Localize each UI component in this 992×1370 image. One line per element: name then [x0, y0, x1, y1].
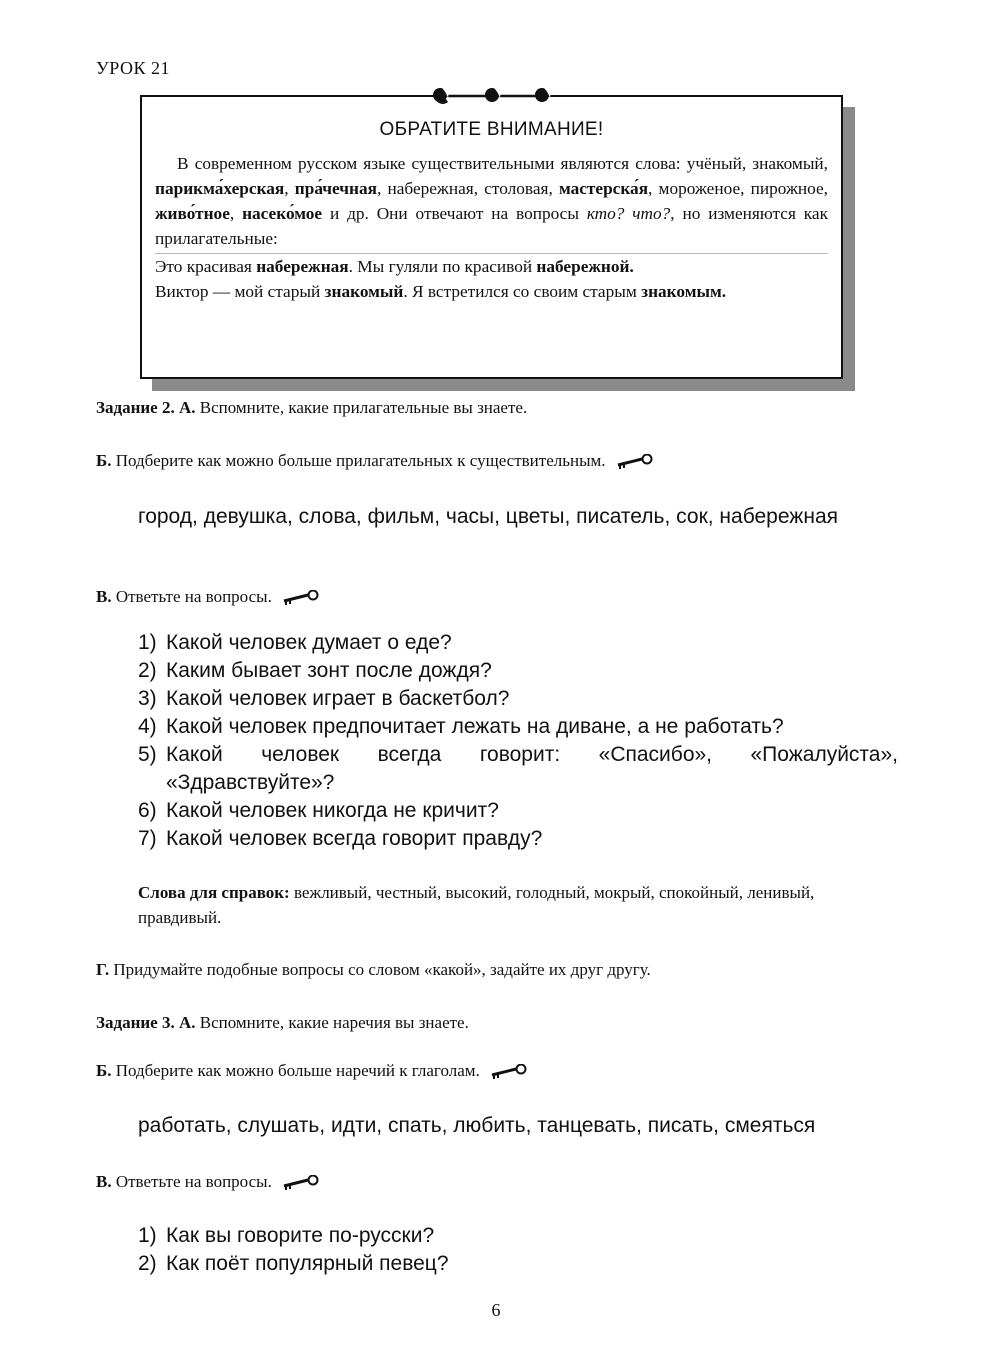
list-item	[138, 1222, 898, 1250]
notice-word: пра́чечная	[294, 179, 377, 198]
example-word: знакомый	[324, 282, 404, 301]
question-number: 2)	[138, 659, 157, 682]
notice-text-part: В современном русском языке существительными являются слова: учёный, знакомый,	[177, 154, 828, 173]
notice-example-2	[155, 279, 828, 304]
key-icon	[490, 1064, 528, 1080]
notice-word: парикма́херская	[155, 179, 285, 198]
example-word: знакомым.	[641, 282, 727, 301]
question-number: 1)	[138, 1224, 157, 1247]
list-item	[138, 713, 898, 741]
question-text: Какой человек предпочитает лежать на диване, а не работать?	[166, 715, 784, 738]
question-text: Как поёт популярный певец?	[166, 1252, 449, 1275]
question-number: 7)	[138, 827, 157, 850]
notice-text-part: , набережная, столовая,	[376, 179, 559, 198]
question-text: Как вы говорите по-русски?	[166, 1224, 435, 1247]
question-number: 1)	[138, 631, 157, 654]
task-text: Подберите как можно больше наречий к глаголам.	[111, 1061, 480, 1080]
task2-b-words: город, девушка, слова, фильм, часы, цветы, писатель, сок, набережная	[138, 505, 838, 528]
reference-words	[138, 880, 838, 930]
example-part: Виктор — мой старый	[155, 282, 325, 301]
task3-v	[96, 1172, 320, 1192]
notice-word: живо́тное	[155, 204, 230, 223]
question-number: 3)	[138, 687, 157, 710]
task-label: Г.	[96, 960, 110, 979]
question-text: Какой человек всегда говорит: «Спасибо», «Пожалуйста», «Здравствуйте»?	[166, 743, 898, 794]
list-item	[138, 825, 898, 853]
task-label: Задание 3. А.	[96, 1013, 196, 1032]
task-text: Вспомните, какие наречия вы знаете.	[195, 1013, 469, 1032]
task-label: В.	[96, 1172, 112, 1191]
question-number: 6)	[138, 799, 157, 822]
task-label: Задание 2. А.	[96, 398, 196, 417]
question-text: Какой человек всегда говорит правду?	[166, 827, 543, 850]
question-number: 2)	[138, 1252, 157, 1275]
question-text: Какой человек думает о еде?	[166, 631, 452, 654]
task-text: Ответьте на вопросы.	[111, 587, 272, 606]
task-text: Вспомните, какие прилагательные вы знаете.	[195, 398, 528, 417]
task-text: Придумайте подобные вопросы со словом «какой», задайте их друг другу.	[109, 960, 651, 979]
notice-word: насеко́мое	[242, 204, 323, 223]
task-label: В.	[96, 587, 112, 606]
list-item	[138, 797, 898, 825]
notice-title: ОБРАТИТЕ ВНИМАНИЕ!	[379, 119, 604, 140]
list-item	[138, 629, 898, 657]
task-label: Б.	[96, 451, 112, 470]
task2-b	[96, 451, 654, 471]
list-item	[138, 685, 898, 713]
task-text: Ответьте на вопросы.	[111, 1172, 272, 1191]
task-text: Подберите как можно больше прилагательных к существительным.	[111, 451, 606, 470]
key-icon	[282, 590, 320, 606]
list-item	[138, 657, 898, 685]
task3-a	[96, 1013, 469, 1033]
example-part: . Мы гуляли по красивой	[348, 257, 537, 276]
refs-label: Слова для справок:	[138, 883, 290, 902]
list-item	[138, 1250, 898, 1278]
notice-text	[155, 151, 828, 304]
notice-text-part: , мороженое, пирожное,	[648, 179, 828, 198]
question-text: Какой человек никогда не кричит?	[166, 799, 499, 822]
notice-example-1	[155, 253, 828, 279]
example-word: набережной.	[536, 257, 634, 276]
list-item	[138, 741, 898, 797]
notice-text-part: и др. Они отвечают на вопросы	[322, 204, 587, 223]
question-text: Каким бывает зонт после дождя?	[166, 659, 492, 682]
question-text: Какой человек играет в баскетбол?	[166, 687, 510, 710]
task2-a	[96, 398, 527, 418]
question-number: 4)	[138, 715, 157, 738]
example-part: . Я встретился со своим старым	[403, 282, 642, 301]
page-number: 6	[491, 1300, 501, 1320]
notice-text-part: ,	[229, 204, 243, 223]
task2-v	[96, 587, 320, 607]
notice-paragraph	[155, 151, 828, 251]
key-icon	[282, 1175, 320, 1191]
notice-text-part: ,	[284, 179, 295, 198]
lesson-header: УРОК 21	[96, 58, 170, 78]
question-number: 5)	[138, 743, 157, 766]
notice-word: мастерска́я	[558, 179, 649, 198]
notice-text-part: , но изменяются как прилагательные:	[155, 204, 828, 248]
task2-questions	[138, 629, 898, 853]
key-icon	[616, 454, 654, 470]
example-word: набережная	[256, 257, 349, 276]
notice-box	[140, 95, 843, 379]
task3-b	[96, 1061, 528, 1081]
task-label: Б.	[96, 1061, 112, 1080]
refs-text: вежливый, честный, высокий, голодный, мокрый, спокойный, ленивый, правдивый.	[138, 883, 815, 927]
example-part: Это красивая	[155, 257, 257, 276]
notice-question-words: кто? что?	[586, 204, 671, 223]
binder-rings-icon	[422, 74, 562, 110]
task3-questions	[138, 1222, 898, 1278]
task2-g	[96, 960, 651, 980]
task3-b-words: работать, слушать, идти, спать, любить, танцевать, писать, смеяться	[138, 1114, 816, 1137]
